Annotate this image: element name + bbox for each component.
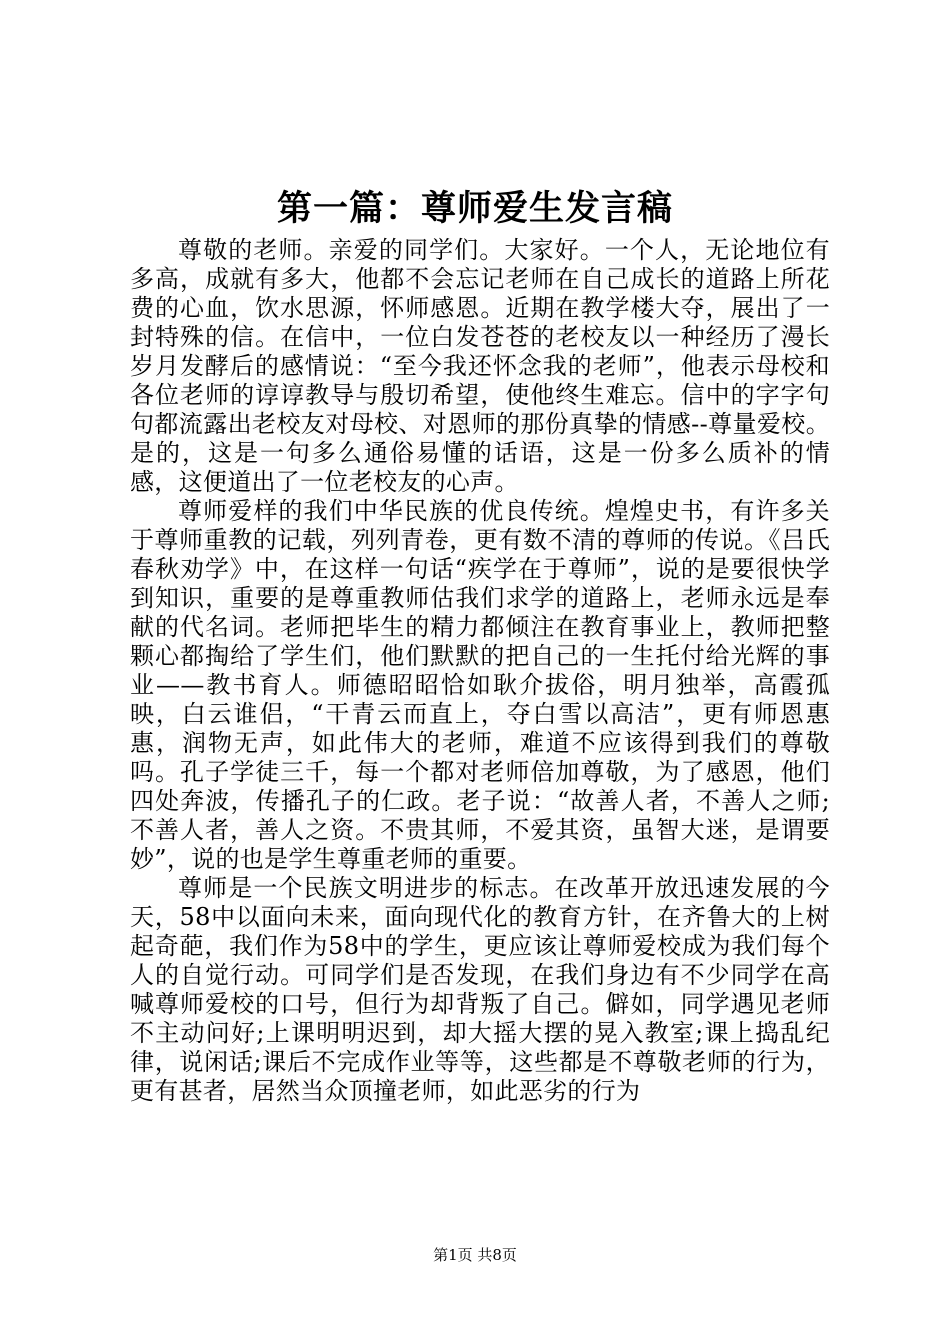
paragraph-3: 尊师是一个民族文明进步的标志。在改革开放迅速发展的今天，58中以面向未来，面向现代化的教育方针，在齐鲁大的上树起奇葩，我们作为58中的学生，更应该让尊师爱校成为我们每个人的自觉行动。可同学们是否发现，在我们身边有不少同学在高喊尊师爱校的口号，但行为却背叛了自己。僻如，同学遇见老师不主动问好;上课明明迟到，却大摇大摆的晃入教室;课上捣乱纪律，说闲话;课后不完成作业等等，这些都是不尊敬老师的行为，更有甚者，居然当众顶撞老师，如此恶劣的行为 [130, 874, 830, 1105]
page-footer: 第1页 共8页 [433, 1246, 517, 1264]
paragraph-1: 尊敬的老师。亲爱的同学们。大家好。一个人，无论地位有多高，成就有多大，他都不会忘记老师在自己成长的道路上所花费的心血，饮水思源，怀师感恩。近期在教学楼大夺，展出了一封特殊的信。在信中，一位白发苍苍的老校友以一种经历了漫长岁月发酵后的感情说：“至今我还怀念我的老师”，他表示母校和各位老师的谆谆教导与殷切希望，使他终生难忘。信中的字字句句都流露出老校友对母校、对恩师的那份真挚的情感--尊量爱校。是的，这是一句多么通俗易懂的话语，这是一份多么质补的情感，这便道出了一位老校友的心声。 [130, 236, 830, 496]
paragraph-2: 尊师爱样的我们中华民族的优良传统。煌煌史书，有许多关于尊师重教的记载，列列青卷，更有数不清的尊师的传说。《吕氏春秋劝学》中，在这样一句话“疾学在于尊师”，说的是要很快学到知识，重要的是尊重教师估我们求学的道路上，老师永远是奉献的代名词。老师把毕生的精力都倾注在教育事业上，教师把整颗心都掏给了学生们，他们默默的把自己的一生托付给光辉的事业——教书育人。师德昭昭恰如耿介拔俗，明月独举，高霞孤映，白云谁侣，“干青云而直上，夺白雪以高洁”，更有师恩惠惠，润物无声，如此伟大的老师，难道不应该得到我们的尊敬吗。孔子学徒三千，每一个都对老师倍加尊敬，为了感恩，他们四处奔波，传播孔子的仁政。老子说：“故善人者，不善人之师;不善人者，善人之资。不贵其师，不爱其资，虽智大迷，是谓要妙”，说的也是学生尊重老师的重要。 [130, 497, 830, 873]
document-body [130, 236, 830, 1106]
document-title: 第一篇：尊师爱生发言稿 [276, 188, 673, 229]
